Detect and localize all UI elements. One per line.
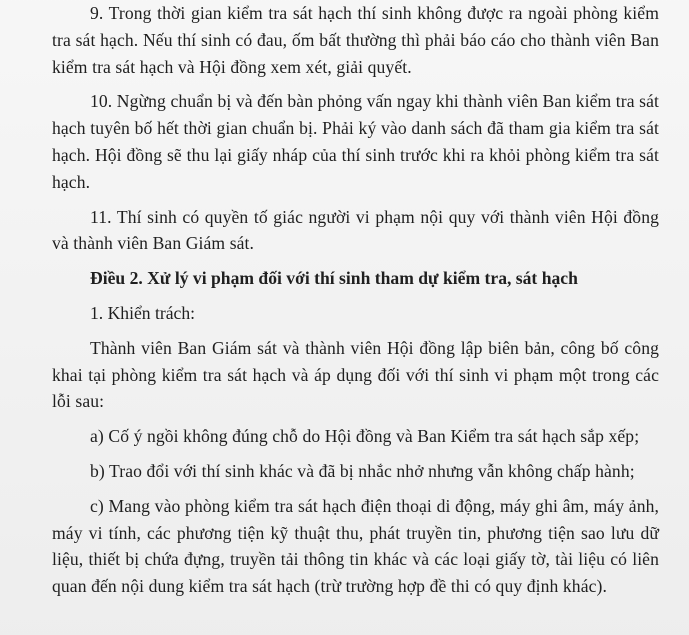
article-2-point-a: a) Cố ý ngồi không đúng chỗ do Hội đồng và Ban Kiểm tra sát hạch sắp xếp; xyxy=(90,426,640,447)
article-2-intro: Thành viên Ban Giám sát và thành viên Hội đồng lập biên bản, công bố công khai tại phòng kiểm tra sát hạch và áp dụng đối với thí sinh vi phạm một trong các lỗi sau: xyxy=(52,337,659,412)
article-2-heading: Điều 2. Xử lý vi phạm đối với thí sinh tham dự kiểm tra, sát hạch xyxy=(90,268,578,289)
paragraph-10: 10. Ngừng chuẩn bị và đến bàn phỏng vấn ngay khi thành viên Ban kiểm tra sát hạch tuyên bố hết thời gian chuẩn bị. Phải ký vào danh sách đã tham gia kiểm tra sát hạch. Hội đồng sẽ thu lại giấy nháp của thí sinh trước khi ra khỏi phòng kiểm tra sát hạch. xyxy=(52,91,659,192)
article-2-point-c: c) Mang vào phòng kiểm tra sát hạch điện thoại di động, máy ghi âm, máy ảnh, máy vi tính, các phương tiện kỹ thuật thu, phát truyền tin, phương tiện sao lưu dữ liệu, thiết bị chứa đựng, truyền tải thông tin khác và các loại giấy tờ, tài liệu có liên quan đến nội dung kiểm tra sát hạch (trừ trường hợp đề thi có quy định khác). xyxy=(52,495,659,597)
paragraph-9: 9. Trong thời gian kiểm tra sát hạch thí sinh không được ra ngoài phòng kiểm tra sát hạch. Nếu thí sinh có đau, ốm bất thường thì phải báo cáo cho thành viên Ban kiểm tra sát hạch và Hội đồng xem xét, giải quyết. xyxy=(52,3,659,77)
paragraph-11: 11. Thí sinh có quyền tố giác người vi phạm nội quy với thành viên Hội đồng và thành viên Ban Giám sát. xyxy=(52,206,659,254)
article-2-point-b: b) Trao đổi với thí sinh khác và đã bị nhắc nhở nhưng vẫn không chấp hành; xyxy=(90,460,635,481)
article-2-item-1-title: 1. Khiển trách: xyxy=(90,302,196,323)
document-body xyxy=(52,0,659,600)
